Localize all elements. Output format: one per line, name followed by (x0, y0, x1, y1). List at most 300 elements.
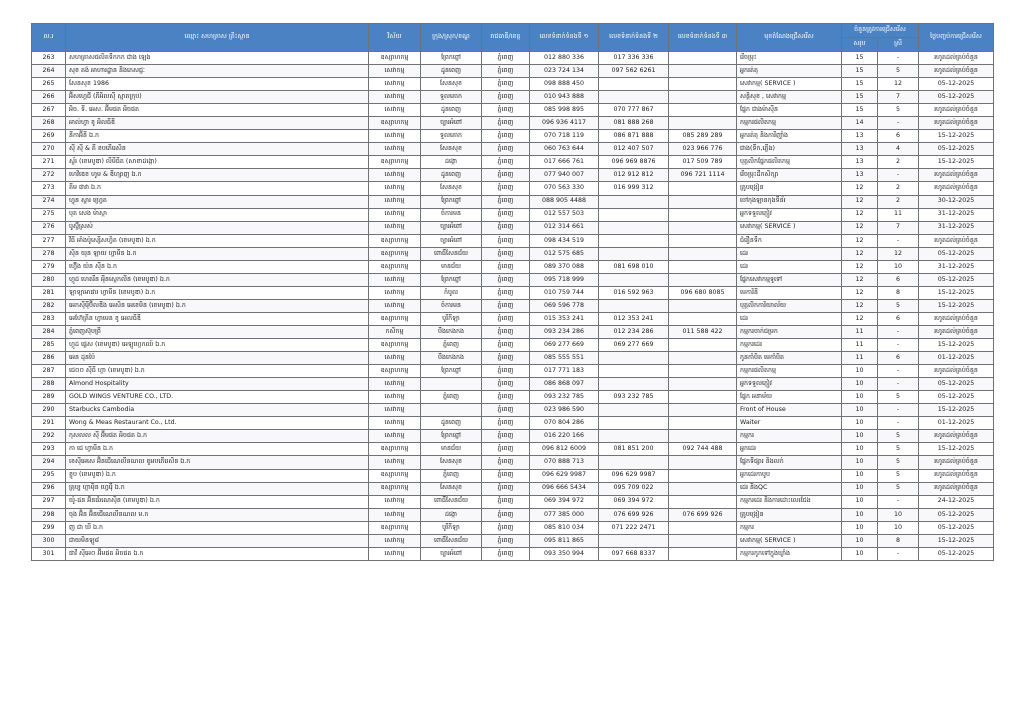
cell-province: ភ្នំពេញ (482, 156, 530, 169)
cell-province: ភ្នំពេញ (482, 456, 530, 469)
cell-total: 12 (842, 273, 878, 286)
cell-phone2 (599, 299, 669, 312)
cell-deadline: 31-12-2025 (919, 208, 994, 221)
cell-no: 270 (32, 143, 66, 156)
cell-company: គីម ផាវា ឯ.ក (66, 182, 369, 195)
cell-deadline: រហូតដល់គ្រប់ចំនួន (919, 469, 994, 482)
cell-phone1: 012 314 661 (530, 221, 599, 234)
cell-deadline: 05-12-2025 (919, 143, 994, 156)
cell-sector: សេវាកម្ម (369, 299, 421, 312)
cell-no: 271 (32, 156, 66, 169)
cell-province: ភ្នំពេញ (482, 365, 530, 378)
cell-phone2: 097 562 6261 (599, 65, 669, 78)
cell-company: ហ្គូដ ផ្លេស (ខេមបូឌា) អេឡូហ្គេកឈ៍ ឯ.ក (66, 339, 369, 352)
cell-province: ភ្នំពេញ (482, 169, 530, 182)
cell-female: 8 (878, 286, 919, 299)
cell-sector: ឧស្សាហកម្ម (369, 443, 421, 456)
cell-company: ភ្នំពេញស៊ុបព្រី (66, 325, 369, 338)
cell-sector: ឧស្សាហកម្ម (369, 312, 421, 325)
cell-sector: ឧស្សាហកម្ម (369, 339, 421, 352)
cell-position: អ្នករត់តុ និងការីញ៉ាំង (737, 130, 842, 143)
cell-no: 294 (32, 456, 66, 469)
cell-phone1: 015 353 241 (530, 312, 599, 325)
table-row (32, 352, 994, 365)
cell-district: ភ្នំពេញ (421, 469, 482, 482)
cell-company: ខ្លូប (ខេមបូឌា) ឯ.ក (66, 469, 369, 482)
cell-phone2: 096 969 8876 (599, 156, 669, 169)
cell-total: 10 (842, 443, 878, 456)
cell-phone3 (669, 417, 737, 430)
cell-phone2: 017 336 336 (599, 52, 669, 65)
cell-position: អ្នកទទួលភ្ញៀវ (737, 208, 842, 221)
cell-total: 13 (842, 169, 878, 182)
cell-total: 10 (842, 430, 878, 443)
cell-company: ហ៊្វើង យ៉ន ស៊ីន ឯ.ក (66, 260, 369, 273)
cell-female: 5 (878, 104, 919, 117)
cell-female: 6 (878, 352, 919, 365)
table-row (32, 417, 994, 430)
cell-province: ភ្នំពេញ (482, 195, 530, 208)
cell-phone1: 085 555 551 (530, 352, 599, 365)
cell-no: 281 (32, 286, 66, 299)
cell-phone1: 095 718 999 (530, 273, 599, 286)
cell-province: ភ្នំពេញ (482, 443, 530, 456)
cell-position: គ្រូបង្រៀន (737, 182, 842, 195)
cell-female: 2 (878, 182, 919, 195)
cell-phone3 (669, 365, 737, 378)
cell-position: រើចម្រុះ (737, 52, 842, 65)
cell-female: 10 (878, 521, 919, 534)
header-phone3: លេខទំនាក់ទំនងទី ៣ (669, 24, 737, 52)
cell-sector: សេវាកម្ម (369, 456, 421, 469)
cell-position: កម្មករដេរ (737, 339, 842, 352)
cell-company: Starbucks Cambodia (66, 404, 369, 417)
cell-position: ផ្នែក អនាម័យ (737, 391, 842, 404)
cell-company: ជាយមិនឡូ៨ (66, 534, 369, 547)
cell-female: 5 (878, 482, 919, 495)
cell-position: ផ្នែក ជាងម៉ាស៊ីន (737, 104, 842, 117)
cell-company: អេកស៊ីម៉ីប៊ីលឌីង អេសិន អេខេមិន (ខេមបូឌា) ឯ.ក (66, 299, 369, 312)
cell-total: 11 (842, 339, 878, 352)
cell-no: 276 (32, 221, 66, 234)
cell-position: សេវាកម្ម( SERVICE ) (737, 221, 842, 234)
cell-total: 12 (842, 182, 878, 195)
cell-province: ភ្នំពេញ (482, 117, 530, 130)
cell-phone2 (599, 365, 669, 378)
cell-deadline: 01-12-2025 (919, 417, 994, 430)
cell-position: Front of House (737, 404, 842, 417)
cell-phone1: 096 629 9987 (530, 469, 599, 482)
table-row (32, 260, 994, 273)
cell-no: 264 (32, 65, 66, 78)
table-row (32, 339, 994, 352)
cell-sector: ឧស្សាហកម្ម (369, 247, 421, 260)
cell-female: - (878, 169, 919, 182)
cell-total: 12 (842, 195, 878, 208)
cell-phone1: 085 998 895 (530, 104, 599, 117)
cell-province: ភ្នំពេញ (482, 91, 530, 104)
cell-sector: ឧស្សាហកម្ម (369, 482, 421, 495)
cell-province: ភ្នំពេញ (482, 339, 530, 352)
cell-district: ដូនពេញ (421, 104, 482, 117)
cell-total: 10 (842, 521, 878, 534)
cell-female: 6 (878, 312, 919, 325)
cell-phone2 (599, 247, 669, 260)
cell-deadline: រហូតដល់គ្រប់ចំនួន (919, 52, 994, 65)
cell-phone3 (669, 521, 737, 534)
cell-total: 12 (842, 286, 878, 299)
cell-company: ស្ទ័រ (ខេមបូឌា) លីមីធីត (សាខាដង្កោ) (66, 156, 369, 169)
cell-phone1: 070 888 713 (530, 456, 599, 469)
cell-province: ភ្នំពេញ (482, 312, 530, 325)
cell-total: 10 (842, 469, 878, 482)
header-deadline: ថ្ងៃបញ្ចប់ការជ្រើសរើស (919, 24, 994, 52)
cell-no: 300 (32, 534, 66, 547)
cell-phone1: 070 804 286 (530, 417, 599, 430)
cell-district: ភ្នំពេញ (421, 339, 482, 352)
cell-company: អេន ដុនប៉ៃ (66, 352, 369, 365)
cell-deadline: 05-12-2025 (919, 521, 994, 534)
header-phone1: លេខទំនាក់ទំនងទី ១ (530, 24, 599, 52)
cell-phone2: 081 698 010 (599, 260, 669, 273)
cell-province: ភ្នំពេញ (482, 469, 530, 482)
cell-phone3 (669, 208, 737, 221)
cell-phone2: 012 407 507 (599, 143, 669, 156)
cell-phone1: 098 888 450 (530, 78, 599, 91)
cell-deadline: 31-12-2025 (919, 221, 994, 234)
cell-district: ដង្កោ (421, 508, 482, 521)
cell-position: កម្មករចាក់ជម្រក (737, 325, 842, 338)
cell-female: - (878, 339, 919, 352)
cell-phone1: 069 394 972 (530, 495, 599, 508)
cell-no: 278 (32, 247, 66, 260)
table-row (32, 208, 994, 221)
cell-district: ព្រែកព្នៅ (421, 195, 482, 208)
cell-phone1: 017 666 761 (530, 156, 599, 169)
cell-sector: ឧស្សាហកម្ម (369, 469, 421, 482)
cell-phone2: 071 222 2471 (599, 521, 669, 534)
cell-phone1: 010 759 744 (530, 286, 599, 299)
cell-phone2 (599, 208, 669, 221)
cell-phone3 (669, 182, 737, 195)
cell-province: ភ្នំពេញ (482, 234, 530, 247)
cell-phone3: 096 680 8085 (669, 286, 737, 299)
cell-sector: សេវាកម្ម (369, 404, 421, 417)
cell-district: ទួលគោក (421, 130, 482, 143)
cell-no: 296 (32, 482, 66, 495)
cell-phone2: 093 232 785 (599, 391, 669, 404)
cell-total: 10 (842, 482, 878, 495)
header-position: មុខតំណែងជ្រើសរើស (737, 24, 842, 52)
table-row (32, 104, 994, 117)
cell-company: នីកាអ៊ីនី ឯ.ក (66, 130, 369, 143)
cell-district: បឹងកេងកង (421, 352, 482, 365)
cell-phone1: 089 370 088 (530, 260, 599, 273)
cell-phone3 (669, 78, 737, 91)
cell-sector: សេវាកម្ម (369, 273, 421, 286)
cell-company: ហ្វុន ស្ទារ ហ្វ្រេត (66, 195, 369, 208)
cell-position: បុគ្គលិកការិយាល័យ (737, 299, 842, 312)
cell-sector: សេវាកម្ម (369, 547, 421, 560)
cell-district: ចំការមន (421, 299, 482, 312)
table-row (32, 299, 994, 312)
cell-phone2 (599, 221, 669, 234)
cell-deadline: 01-12-2025 (919, 352, 994, 365)
cell-deadline: 05-12-2025 (919, 78, 994, 91)
cell-province: ភ្នំពេញ (482, 417, 530, 430)
cell-phone2 (599, 234, 669, 247)
cell-female: 12 (878, 78, 919, 91)
cell-company: ចុង អ៊ិន អ៊ិនជើណេលីនណល ម.ក (66, 508, 369, 521)
cell-phone2: 069 394 972 (599, 495, 669, 508)
cell-deadline: រហូតដល់គ្រប់ចំនួន (919, 65, 994, 78)
cell-deadline: រហូតដល់គ្រប់ចំនួន (919, 456, 994, 469)
cell-district: ច្បារអំពៅ (421, 547, 482, 560)
cell-no: 275 (32, 208, 66, 221)
cell-deadline: 05-12-2025 (919, 547, 994, 560)
cell-phone1: 023 724 134 (530, 65, 599, 78)
cell-no: 291 (32, 417, 66, 430)
cell-company: ហេវិឌេខ ហូម & ឌីហ្សាញ ឯ.ក (66, 169, 369, 182)
cell-sector: សេវាកម្ម (369, 104, 421, 117)
cell-district: បឹងកេងកង (421, 325, 482, 338)
header-sector: វិស័យ (369, 24, 421, 52)
cell-total: 15 (842, 52, 878, 65)
cell-province: ភ្នំពេញ (482, 299, 530, 312)
cell-deadline: រហូតដល់គ្រប់ចំនួន (919, 325, 994, 338)
cell-province: ភ្នំពេញ (482, 182, 530, 195)
cell-phone3 (669, 352, 737, 365)
cell-phone1: 010 943 888 (530, 91, 599, 104)
cell-province: ភ្នំពេញ (482, 430, 530, 443)
table-row (32, 156, 994, 169)
cell-female: 10 (878, 260, 919, 273)
cell-position: គ្រូបង្រៀន (737, 508, 842, 521)
cell-deadline: 15-12-2025 (919, 534, 994, 547)
cell-sector: ឧស្សាហកម្ម (369, 156, 421, 169)
cell-sector: ឧស្សាហកម្ម (369, 117, 421, 130)
cell-company: សហគ្រាសផលិតទឹកកក ជាង ឡេង (66, 52, 369, 65)
cell-phone1: 060 763 644 (530, 143, 599, 156)
cell-company: សែនសុខ 1986 (66, 78, 369, 91)
cell-phone3 (669, 195, 737, 208)
cell-total: 10 (842, 534, 878, 547)
cell-company: យ៉ូ-ផន អ៊ិនផ័រណេស៊ិន (ខេមបូឌា) ឯ.ក (66, 495, 369, 508)
cell-phone2: 069 277 669 (599, 339, 669, 352)
cell-total: 10 (842, 365, 878, 378)
cell-no: 267 (32, 104, 66, 117)
cell-no: 298 (32, 508, 66, 521)
cell-phone1: 012 880 336 (530, 52, 599, 65)
cell-phone1: 096 666 5434 (530, 482, 599, 495)
cell-phone1: 077 385 000 (530, 508, 599, 521)
cell-district: ច្បារអំពៅ (421, 234, 482, 247)
cell-female: 5 (878, 391, 919, 404)
cell-company: បុត សេង ម៉ាស្កា (66, 208, 369, 221)
cell-district (421, 378, 482, 391)
cell-deadline: 15-12-2025 (919, 130, 994, 143)
cell-phone2: 096 629 9987 (599, 469, 669, 482)
cell-total: 12 (842, 234, 878, 247)
cell-no: 290 (32, 404, 66, 417)
cell-phone2: 076 699 926 (599, 508, 669, 521)
cell-female: 4 (878, 143, 919, 156)
cell-sector: សេវាកម្ម (369, 208, 421, 221)
cell-position: បុគ្គលិកផ្នែកផលិតកម្ម (737, 156, 842, 169)
cell-company: វីធី អាំងប៉ូស្សើសហ្វិត (ខេមបូឌា) ឯ.ក (66, 234, 369, 247)
cell-total: 15 (842, 104, 878, 117)
cell-phone2 (599, 534, 669, 547)
cell-phone2 (599, 273, 669, 286)
cell-total: 14 (842, 117, 878, 130)
cell-province: ភ្នំពេញ (482, 391, 530, 404)
cell-position: រើចម្រុះដឹកសិក្សា (737, 169, 842, 182)
cell-female: 8 (878, 534, 919, 547)
cell-company: ហ្គូដ ហេតរីន អុីនស្តេកលីន (ខេមបូឌា) ឯ.ក (66, 273, 369, 286)
cell-sector: សេវាកម្ម (369, 169, 421, 182)
cell-position: កម្មករផលិតកម្ម (737, 117, 842, 130)
cell-female: 6 (878, 130, 919, 143)
table-row (32, 378, 994, 391)
cell-phone1: 016 220 166 (530, 430, 599, 443)
cell-deadline: រហូតដល់គ្រប់ចំនួន (919, 104, 994, 117)
cell-total: 10 (842, 404, 878, 417)
cell-female: - (878, 325, 919, 338)
cell-deadline: 05-12-2025 (919, 391, 994, 404)
cell-sector: សេវាកម្ម (369, 195, 421, 208)
cell-total: 12 (842, 312, 878, 325)
cell-deadline: 05-12-2025 (919, 508, 994, 521)
cell-phone1: 093 350 994 (530, 547, 599, 560)
cell-no: 288 (32, 378, 66, 391)
cell-district: ព្រែកព្នៅ (421, 52, 482, 65)
cell-company: Almond Hospitality (66, 378, 369, 391)
cell-phone2 (599, 378, 669, 391)
cell-district: ពោធិ៍សែនជ័យ (421, 534, 482, 547)
cell-phone2 (599, 91, 669, 104)
cell-position: ផ្នែកសេវាកម្មទូទៅ (737, 273, 842, 286)
job-listing-sheet (31, 23, 993, 561)
cell-no: 299 (32, 521, 66, 534)
cell-district: ដូនពេញ (421, 169, 482, 182)
cell-position: ដេរ (737, 312, 842, 325)
cell-total: 13 (842, 143, 878, 156)
header-phone2: លេខទំនាក់ទំនងទី ២ (599, 24, 669, 52)
table-row (32, 391, 994, 404)
cell-phone3 (669, 404, 737, 417)
cell-company: អ៊ីសហ្គេជី (ភីអិលស៊ី ស្មាតក្រុប) (66, 91, 369, 104)
cell-phone1: 012 575 685 (530, 247, 599, 260)
cell-district: ភ្នំពេញ (421, 391, 482, 404)
cell-sector: ឧស្សាហកម្ម (369, 234, 421, 247)
cell-phone3 (669, 273, 737, 286)
cell-province: ភ្នំពេញ (482, 273, 530, 286)
cell-sector: ឧស្សាហកម្ម (369, 365, 421, 378)
cell-district: កំបូល (421, 286, 482, 299)
cell-no: 268 (32, 117, 66, 130)
cell-sector: សេវាកម្ម (369, 495, 421, 508)
table-row (32, 91, 994, 104)
cell-phone3: 011 588 422 (669, 325, 737, 338)
cell-total: 13 (842, 130, 878, 143)
cell-phone2: 012 912 812 (599, 169, 669, 182)
cell-phone2 (599, 352, 669, 365)
cell-no: 274 (32, 195, 66, 208)
cell-female: 5 (878, 443, 919, 456)
cell-no: 283 (32, 312, 66, 325)
cell-phone3 (669, 234, 737, 247)
cell-female: 5 (878, 430, 919, 443)
cell-company: កា ជេ ហ្វាមីន ឯ.ក (66, 443, 369, 456)
cell-province: ភ្នំពេញ (482, 495, 530, 508)
cell-position: កម្មករ (737, 430, 842, 443)
cell-sector: សេវាកម្ម (369, 417, 421, 430)
cell-province: ភ្នំពេញ (482, 534, 530, 547)
cell-position: អ្នករត់តុ (737, 65, 842, 78)
cell-phone2: 012 353 241 (599, 312, 669, 325)
cell-deadline: រហូតដល់គ្រប់ចំនួន (919, 182, 994, 195)
cell-total: 10 (842, 378, 878, 391)
table-row (32, 430, 994, 443)
cell-female: - (878, 495, 919, 508)
table-row (32, 130, 994, 143)
cell-total: 10 (842, 417, 878, 430)
cell-phone2: 095 709 022 (599, 482, 669, 495)
cell-position: ដេរ និងQC (737, 482, 842, 495)
cell-deadline: 31-12-2025 (919, 260, 994, 273)
cell-phone1: 077 940 007 (530, 169, 599, 182)
cell-company: ញ ជា ឃី ឯ.ក (66, 521, 369, 534)
cell-position: អ្នកដេរ (737, 443, 842, 456)
cell-total: 12 (842, 208, 878, 221)
cell-female: - (878, 52, 919, 65)
cell-position: អ្នកទទួលភ្ញៀវ (737, 378, 842, 391)
cell-district: សែនសុខ (421, 143, 482, 156)
cell-phone1: 086 868 097 (530, 378, 599, 391)
cell-deadline: 15-12-2025 (919, 443, 994, 456)
cell-phone3 (669, 430, 737, 443)
cell-phone2: 081 851 200 (599, 443, 669, 456)
table-row (32, 508, 994, 521)
cell-province: ភ្នំពេញ (482, 78, 530, 91)
table-row (32, 495, 994, 508)
cell-phone3 (669, 52, 737, 65)
cell-position: កម្មករ (737, 521, 842, 534)
cell-deadline: 15-12-2025 (919, 286, 994, 299)
table-row (32, 195, 994, 208)
cell-phone3 (669, 299, 737, 312)
cell-sector: ឧស្សាហកម្ម (369, 521, 421, 534)
cell-total: 10 (842, 508, 878, 521)
cell-phone3: 017 509 789 (669, 156, 737, 169)
cell-company: កុសលល ស៊ី អ៊ីមផត អិចផត ឯ.ក (66, 430, 369, 443)
cell-district: ពោធិ៍សែនជ័យ (421, 247, 482, 260)
cell-no: 265 (32, 78, 66, 91)
cell-phone1: 085 810 034 (530, 521, 599, 534)
cell-phone3: 092 744 488 (669, 443, 737, 456)
cell-total: 10 (842, 547, 878, 560)
header-total: សរុប (842, 38, 878, 52)
cell-phone3 (669, 247, 737, 260)
cell-province: ភ្នំពេញ (482, 547, 530, 560)
cell-district: ចំការមន (421, 208, 482, 221)
cell-sector: សេវាកម្ម (369, 352, 421, 365)
cell-no: 295 (32, 469, 66, 482)
cell-phone1: 093 234 286 (530, 325, 599, 338)
cell-phone3 (669, 221, 737, 234)
cell-deadline: រហូតដល់គ្រប់ចំនួន (919, 117, 994, 130)
cell-no: 277 (32, 234, 66, 247)
